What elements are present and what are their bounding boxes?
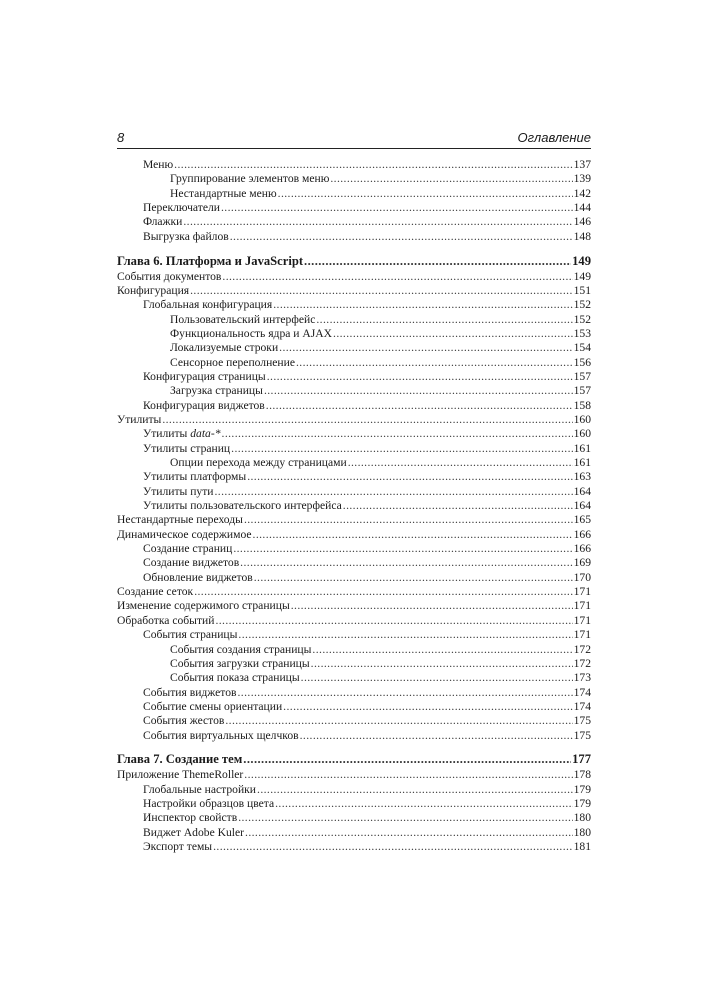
dot-leader	[333, 327, 573, 341]
toc-row	[117, 201, 591, 215]
toc-entry-title: Виджет Adobe Kuler	[143, 825, 245, 839]
running-header	[117, 128, 591, 149]
toc-row	[117, 714, 591, 728]
toc-row	[117, 826, 591, 840]
toc-page-number: 172	[573, 642, 591, 656]
toc-chapter-row	[117, 751, 591, 768]
toc-entry-title: Переключатели	[143, 201, 220, 215]
toc-row	[117, 671, 591, 685]
toc-entry-title: Утилиты data-*	[143, 427, 221, 441]
toc-row	[117, 456, 591, 470]
toc-row	[117, 442, 591, 456]
dot-leader	[278, 187, 573, 201]
toc-entry-title: События документов	[117, 269, 222, 283]
toc-row	[117, 341, 591, 355]
toc-entry-title: Нестандартные переходы	[117, 513, 243, 527]
toc-page-number: 180	[573, 811, 591, 825]
toc-page-number: 154	[573, 341, 591, 355]
toc-chapter-title: Глава 6. Платформа и JavaScript	[117, 253, 304, 268]
toc-row	[117, 485, 591, 499]
toc-page-number: 171	[573, 599, 591, 613]
toc-row	[117, 768, 591, 782]
dot-leader	[312, 643, 572, 657]
toc-row	[117, 427, 591, 441]
toc-page-number: 165	[573, 513, 591, 527]
toc-page-number: 139	[573, 172, 591, 186]
toc-page-number: 175	[573, 714, 591, 728]
toc-row	[117, 643, 591, 657]
toc-entry-title: Изменение содержимого страницы	[117, 599, 290, 613]
toc-page-number: 163	[573, 470, 591, 484]
toc-entry-title: Меню	[143, 158, 174, 171]
dot-leader	[311, 657, 573, 671]
toc-page-number: 171	[573, 628, 591, 642]
dot-leader	[222, 427, 573, 441]
dot-leader	[190, 284, 572, 298]
toc-page-number: 137	[573, 158, 591, 171]
dot-leader	[243, 751, 571, 768]
dot-leader	[279, 341, 572, 355]
toc-row	[117, 729, 591, 743]
toc-entry-title: События виджетов	[143, 685, 237, 699]
toc-row	[117, 370, 591, 384]
toc-row	[117, 172, 591, 186]
dot-leader	[264, 384, 573, 398]
dot-leader	[221, 201, 573, 215]
dot-leader	[304, 253, 571, 270]
toc-entry-title: Загрузка страницы	[170, 384, 263, 398]
toc-entry-title: Утилиты пути	[143, 484, 214, 498]
toc-page-number: 179	[573, 797, 591, 811]
toc-page-number: 171	[573, 585, 591, 599]
dot-leader	[316, 313, 572, 327]
toc-entry-title: Экспорт темы	[143, 840, 213, 854]
toc-page-number: 169	[573, 556, 591, 570]
toc-chapter-row	[117, 253, 591, 270]
toc-row	[117, 399, 591, 413]
toc-entry-title: Создание сеток	[117, 585, 194, 599]
dot-leader	[343, 499, 573, 513]
toc-entry-title: Флажки	[143, 215, 183, 229]
toc-page-number: 157	[573, 384, 591, 398]
toc-row	[117, 470, 591, 484]
toc-entry-title: Инспектор свойств	[143, 811, 238, 825]
dot-leader	[257, 783, 573, 797]
dot-leader	[238, 628, 572, 642]
dot-leader	[222, 270, 572, 284]
toc-page-number: 166	[573, 542, 591, 556]
toc-row	[117, 384, 591, 398]
toc-row	[117, 499, 591, 513]
toc-page-number: 179	[573, 782, 591, 796]
dot-leader	[233, 542, 572, 556]
toc-page-number: 170	[573, 570, 591, 584]
toc-page-number: 152	[573, 298, 591, 312]
toc-entry-title: Обработка событий	[117, 613, 215, 627]
toc-row	[117, 298, 591, 312]
dot-leader	[215, 485, 573, 499]
toc-row	[117, 270, 591, 284]
toc-entry-title: События показа страницы	[170, 671, 300, 685]
toc-entry-title: События загрузки страницы	[170, 656, 310, 670]
header-title: Оглавление	[517, 130, 591, 145]
toc-entry-title: Создание виджетов	[143, 556, 240, 570]
toc-entry-title: Утилиты платформы	[143, 470, 247, 484]
dot-leader	[213, 840, 573, 854]
toc-page-number: 161	[573, 441, 591, 455]
toc-row	[117, 230, 591, 244]
toc-row	[117, 158, 591, 172]
toc-page-number: 156	[573, 355, 591, 369]
toc-page-number: 142	[573, 186, 591, 200]
dot-leader	[215, 614, 572, 628]
toc-entry-title: Событие смены ориентации	[143, 699, 283, 713]
toc-page-number: 166	[573, 527, 591, 541]
toc-entry-title: Пользовательский интерфейс	[170, 312, 316, 326]
toc-entry-title: События жестов	[143, 714, 225, 728]
toc-page-number: 175	[573, 728, 591, 742]
dot-leader	[231, 442, 572, 456]
toc-page-number: 149	[572, 253, 591, 268]
toc-row	[117, 783, 591, 797]
dot-leader	[238, 686, 573, 700]
toc-entry-title: Конфигурация	[117, 283, 190, 297]
dot-leader	[174, 158, 572, 172]
toc-page-number: 164	[573, 499, 591, 513]
dot-leader	[266, 399, 573, 413]
toc-page-number: 160	[573, 413, 591, 426]
toc-row	[117, 413, 591, 427]
toc-page-number: 178	[573, 768, 591, 782]
toc-entry-title: Сенсорное переполнение	[170, 355, 295, 369]
dot-leader	[330, 172, 572, 186]
dot-leader	[225, 714, 572, 728]
toc-entry-italic-term: data-*	[190, 427, 221, 441]
toc-page-number: 164	[573, 484, 591, 498]
toc-page-number: 149	[573, 269, 591, 283]
dot-leader	[162, 413, 572, 427]
toc-row	[117, 284, 591, 298]
toc-page-number: 151	[573, 283, 591, 297]
toc-page-number: 157	[573, 369, 591, 383]
toc-page-number: 181	[573, 840, 591, 854]
toc-page-number: 171	[573, 613, 591, 627]
dot-leader	[194, 585, 572, 599]
toc-page-number: 148	[573, 229, 591, 243]
toc-row	[117, 811, 591, 825]
toc-row	[117, 513, 591, 527]
toc-row	[117, 840, 591, 854]
dot-leader	[300, 729, 573, 743]
toc-entry-title: Создание страниц	[143, 542, 233, 556]
dot-leader	[240, 556, 572, 570]
toc-row	[117, 700, 591, 714]
page-number: 8	[117, 130, 125, 145]
toc-entry-title: Глобальные настройки	[143, 782, 257, 796]
dot-leader	[301, 671, 573, 685]
toc-entry-title: Обновление виджетов	[143, 570, 253, 584]
toc-page-number: 146	[573, 215, 591, 229]
toc-page-number: 172	[573, 656, 591, 670]
toc-page-number: 173	[573, 671, 591, 685]
toc-page-number: 153	[573, 326, 591, 340]
toc-entry-title: Выгрузка файлов	[143, 229, 229, 243]
toc-page-number: 144	[573, 201, 591, 215]
toc-entry-title: Группирование элементов меню	[170, 172, 330, 186]
toc-row	[117, 327, 591, 341]
dot-leader	[230, 230, 573, 244]
toc-row	[117, 187, 591, 201]
toc-entry-title: Утилиты страниц	[143, 441, 231, 455]
toc-row	[117, 585, 591, 599]
dot-leader	[238, 811, 572, 825]
dot-leader	[183, 215, 572, 229]
dot-leader	[254, 571, 573, 585]
toc-page-number: 152	[573, 312, 591, 326]
toc-chapter-title: Глава 7. Создание тем	[117, 752, 243, 767]
dot-leader	[244, 513, 573, 527]
toc-row	[117, 356, 591, 370]
toc-entry-title: Нестандартные меню	[170, 186, 277, 200]
dot-leader	[267, 370, 573, 384]
toc-row	[117, 614, 591, 628]
toc-row	[117, 313, 591, 327]
toc-entry-title: Приложение ThemeRoller	[117, 768, 244, 782]
dot-leader	[247, 470, 572, 484]
toc-entry-title: Функциональность ядра и AJAX	[170, 326, 333, 340]
toc-row	[117, 556, 591, 570]
dot-leader	[348, 456, 573, 470]
toc-page-number: 174	[573, 685, 591, 699]
toc-row	[117, 657, 591, 671]
toc-row	[117, 542, 591, 556]
toc-entry-title: События страницы	[143, 628, 238, 642]
toc-entry-title: События создания страницы	[170, 642, 312, 656]
toc-page-number: 180	[573, 825, 591, 839]
dot-leader	[245, 826, 573, 840]
toc-row	[117, 571, 591, 585]
toc-page-number: 161	[573, 456, 591, 470]
toc-entry-title: События виртуальных щелчков	[143, 728, 299, 742]
dot-leader	[244, 768, 572, 782]
dot-leader	[253, 528, 573, 542]
dot-leader	[296, 356, 573, 370]
dot-leader	[275, 797, 573, 811]
dot-leader	[291, 599, 573, 613]
toc-entry-title: Глобальная конфигурация	[143, 298, 273, 312]
toc-entry-title: Конфигурация страницы	[143, 369, 266, 383]
toc-page-number: 174	[573, 699, 591, 713]
table-of-contents	[117, 158, 591, 854]
toc-entry-title: Настройки образцов цвета	[143, 797, 275, 811]
toc-entry-title: Локализуемые строки	[170, 341, 279, 355]
toc-entry-title: Динамическое содержимое	[117, 527, 252, 541]
toc-row	[117, 599, 591, 613]
toc-row	[117, 528, 591, 542]
toc-row	[117, 797, 591, 811]
toc-row	[117, 686, 591, 700]
toc-page-number: 160	[573, 427, 591, 441]
toc-entry-title: Конфигурация виджетов	[143, 398, 265, 412]
dot-leader	[283, 700, 572, 714]
toc-entry-title: Утилиты	[117, 413, 162, 426]
toc-page-number: 158	[573, 398, 591, 412]
toc-row	[117, 215, 591, 229]
toc-entry-title: Опции перехода между страницами	[170, 456, 347, 470]
dot-leader	[273, 298, 572, 312]
toc-page-number: 177	[572, 752, 591, 767]
toc-row	[117, 628, 591, 642]
toc-entry-title: Утилиты пользовательского интерфейса	[143, 499, 342, 513]
